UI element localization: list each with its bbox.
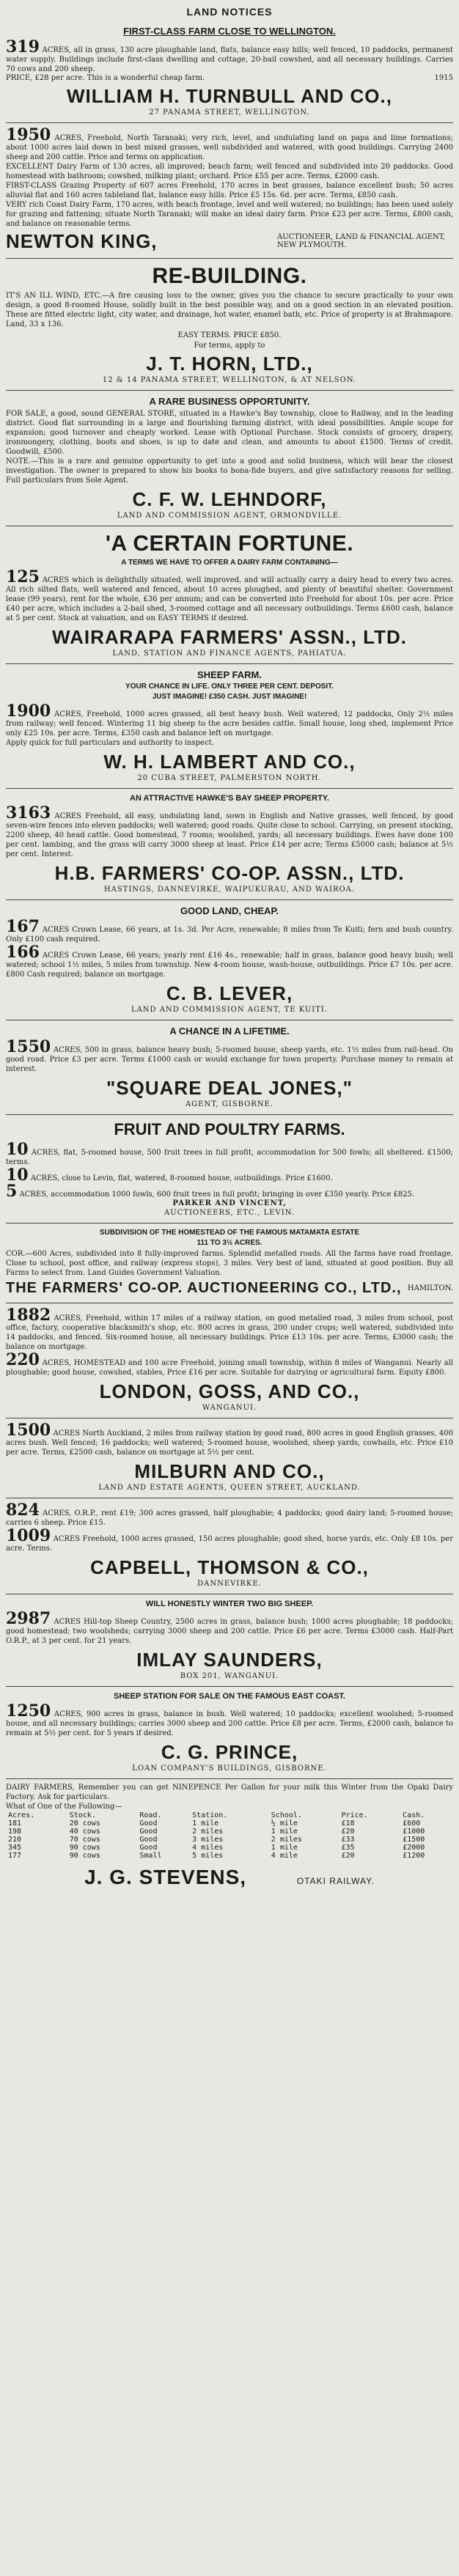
ad-subtitle: 111 TO 3½ ACRES. xyxy=(197,1239,262,1247)
ad-text-2: ACRES, close to Levin, flat, watered, 8-roomed house, outbuildings. Price £1600. xyxy=(30,1174,333,1182)
table-cell: 70 cows xyxy=(69,1836,100,1844)
table-cell: 1 mile xyxy=(192,1819,219,1828)
ad-body xyxy=(6,1611,453,1646)
col-header: Cash. xyxy=(403,1811,425,1819)
advertiser-name: CAPBELL, THOMSON & CO., xyxy=(90,1556,369,1578)
advertiser-name: C. F. W. LEHNDORF, xyxy=(132,488,327,510)
ad-body xyxy=(6,919,453,944)
advertiser-row xyxy=(6,229,453,254)
ad-body xyxy=(6,127,453,162)
dairy-advertiser xyxy=(6,1866,453,1889)
advertiser-address: BOX 201, WANGANUI. xyxy=(180,1672,279,1680)
ad-text: ACRES, O.R.P., rent £19; 300 acres grassed, half ploughable; 4 paddocks; good dairy land; 5-roomed house; carries 6 sheep. Price £15. xyxy=(6,1509,453,1527)
col-header: Acres. xyxy=(8,1811,35,1819)
dairy-what: What of One of the Following— xyxy=(6,1803,122,1811)
ad-title: RE-BUILDING. xyxy=(152,264,307,288)
table-cell: 4 miles xyxy=(192,1844,224,1852)
ad-text: ACRES, all in grass, 130 acre ploughable land, flats, balance easy hills; well fenced, 10 paddocks, permanent water supply. Buildings include first-class dwelling and cottage, 20-bail cowshed, and all necessary buildings. Carries 70 cows and 200 sheep. xyxy=(6,46,453,73)
ad-title: SHEEP STATION FOR SALE ON THE FAMOUS EAST COAST. xyxy=(114,1692,345,1701)
newspaper-page xyxy=(6,0,453,2576)
table-cell: 90 cows xyxy=(69,1852,100,1860)
ad-text: ACRES Freehold, all easy, undulating land, sown in English and Native grasses, well fenced, by good seven-wire fences into eleven paddocks; well watered; good roads. Quite close to school. Carrying, on present stocking, 2200 sheep, 40 head cattle. Good homestead, 7 rooms; woolshed, yards; all necessary buildings. Ewes have done 100 per cent. lambing, and the grass will carry 3000 sheep at least. Price £14 per acre; Terms £5000 cash; balance at 5½ per cent. Interest. xyxy=(6,812,453,858)
advertiser-address: AGENT, GISBORNE. xyxy=(185,1100,274,1108)
dairy-table-header xyxy=(6,1811,453,1819)
acreage: 1500 xyxy=(6,1421,51,1440)
price: EASY TERMS. PRICE £850. xyxy=(177,331,282,339)
table-cell: Good xyxy=(139,1819,158,1828)
dairy-table xyxy=(6,1811,453,1860)
ad-body xyxy=(6,39,453,74)
table-cell: 5 miles xyxy=(192,1852,224,1860)
table-cell: 3 miles xyxy=(192,1836,224,1844)
advertiser-name: MILBURN AND CO., xyxy=(134,1460,325,1482)
ad-body-3 xyxy=(6,1183,453,1199)
advertiser-name: NEWTON KING, xyxy=(6,230,158,252)
ad-london-goss xyxy=(6,1303,453,1418)
acreage: 319 xyxy=(6,37,40,56)
ad-turnbull xyxy=(6,21,453,123)
ad-title: GOOD LAND, CHEAP. xyxy=(180,905,279,916)
ad-imlay-saunders xyxy=(6,1594,453,1687)
acreage-2: 10 xyxy=(6,1166,29,1185)
ad-text: ACRES North Auckland, 2 miles from railway station by good road, 800 acres in good English grasses, 400 acres bush. Well fenced; 16 paddocks; well watered; 5-roomed house, woolshed, sheep yards, cowbails, etc. Price £10 per acre. Terms, £2500 cash, balance on mortgage at 5½ per cent. xyxy=(6,1429,453,1457)
advertiser-address: 20 CUBA STREET, PALMERSTON NORTH. xyxy=(137,774,322,782)
ad-lehndorf xyxy=(6,391,453,526)
ad-farmers-coop-hamilton xyxy=(6,1223,453,1303)
acreage: 1550 xyxy=(6,1037,51,1056)
advertiser-name: C. B. LEVER, xyxy=(166,982,293,1004)
ad-body xyxy=(6,1422,453,1457)
table-cell: 177 xyxy=(8,1852,22,1860)
ad-text-2: ACRES, HOMESTEAD and 100 acre Freehold, joining small township, within 8 miles of Wanganui. Nearly all ploughable; good house, cowshed, stables, Price £16 per acre. Suitable for dairying or agricultural farm. Equity £800. xyxy=(6,1359,453,1377)
ad-text: ACRES, Freehold, 1000 acres grassed, all best heavy bush. Well watered; 12 paddocks, Only 2½ miles from railway; well fenced. Wintering 11 big sheep to the acre besides cattle. Small house, long shed, implement Price only £25 10s. per acre. Terms, £350 cash and balance left on mortgage. xyxy=(6,710,453,737)
col-header: School. xyxy=(271,1811,302,1819)
advertiser-name: IMLAY SAUNDERS, xyxy=(136,1649,323,1671)
price: PRICE, £28 per acre. This is a wonderful cheap farm. xyxy=(6,74,205,82)
table-cell: 2 miles xyxy=(192,1828,224,1836)
acreage-2: 220 xyxy=(6,1350,40,1369)
table-row xyxy=(6,1819,453,1828)
table-cell: ½ mile xyxy=(271,1819,298,1828)
table-cell: £35 xyxy=(341,1844,355,1852)
ad-horn xyxy=(6,259,453,391)
table-cell: £18 xyxy=(341,1819,355,1828)
ad-lever xyxy=(6,900,453,1020)
ad-subtitle: YOUR CHANCE IN LIFE. ONLY THREE PER CENT. DEPOSIT. xyxy=(125,682,334,691)
ad-text-2: ACRES Crown Lease, 66 years; yearly rent £16 4s., renewable; half in grass, balance good heavy bush; well watered; school 1½ miles, 5 miles from township. New 4-room house, wash-house, outbuildings. Price £7 10s. per acre. £800 Cash required; balance on mortgage. xyxy=(6,952,453,979)
acreage: 3163 xyxy=(6,803,51,823)
ad-square-deal xyxy=(6,1020,453,1115)
advertiser-name: J. G. STEVENS, xyxy=(84,1866,247,1888)
advertiser-address: LAND AND COMMISSION AGENT, TE KUITI. xyxy=(131,1006,328,1014)
acreage: 2987 xyxy=(6,1609,51,1628)
col-header: Station. xyxy=(192,1811,228,1819)
advertiser-name: W. H. LAMBERT AND CO., xyxy=(103,751,356,773)
ad-title: SHEEP FARM. xyxy=(197,669,262,680)
advertiser-address: AUCTIONEER, LAND & FINANCIAL AGENT, NEW PLYMOUTH. xyxy=(277,233,446,249)
ad-text-4: VERY rich Coast Dairy Farm, 170 acres, with beach frontage, level and well watered; no buildings; has been used solely for grazing and fattening; situate North Taranaki; will make an ideal dairy farm. Price £23 per acre. Terms, £800 cash, and balance on reasonable terms. xyxy=(6,201,453,228)
table-cell: 198 xyxy=(8,1828,22,1836)
table-cell: £2000 xyxy=(403,1844,425,1852)
ad-body xyxy=(6,805,453,859)
advertiser-name: WILLIAM H. TURNBULL AND CO., xyxy=(67,85,392,107)
table-cell: Small xyxy=(139,1852,162,1860)
ad-capbell-thomson xyxy=(6,1498,453,1594)
table-row xyxy=(6,1844,453,1852)
ad-body-2 xyxy=(6,944,453,979)
advertiser-name: "SQUARE DEAL JONES," xyxy=(106,1077,353,1099)
acreage: 1250 xyxy=(6,1701,51,1721)
ad-text-3: ACRES, accommodation 1000 fowls, 600 fruit trees in full profit; bringing in over £350 yearly. Price £825. xyxy=(19,1191,415,1199)
table-cell: 345 xyxy=(8,1844,22,1852)
col-header: Price. xyxy=(341,1811,368,1819)
advertiser-address: LAND, STATION AND FINANCE AGENTS, PAHIATUA. xyxy=(112,649,347,658)
advertiser-address: LOAN COMPANY'S BUILDINGS, GISBORNE. xyxy=(132,1764,327,1773)
advertiser-name: C. G. PRINCE, xyxy=(161,1741,298,1763)
advertiser-address: LAND AND ESTATE AGENTS, QUEEN STREET, AUCKLAND. xyxy=(98,1484,361,1492)
ad-wairarapa xyxy=(6,526,453,664)
advertiser-name: PARKER AND VINCENT, xyxy=(172,1199,287,1207)
acreage-2: 1009 xyxy=(6,1526,51,1545)
ad-title: WILL HONESTLY WINTER TWO BIG SHEEP. xyxy=(145,1600,314,1608)
advertiser-address: LAND AND COMMISSION AGENT, ORMONDVILLE. xyxy=(117,512,342,520)
table-row xyxy=(6,1828,453,1836)
ad-text: IT'S AN ILL WIND, ETC.—A fire causing loss to the owner, gives you the chance to secure practically to your own design, a good 8-roomed House, solidly built in the best possible way, and on a good section in an elevated position. These are fitted electric light, city water, and drainage, hot water, enamel bath, etc. Price of property is at Brahmapore. Land, 33 x 136. xyxy=(6,292,453,328)
advertiser-name: H.B. FARMERS' CO-OP. ASSN., LTD. xyxy=(54,862,405,884)
table-cell: 181 xyxy=(8,1819,22,1828)
col-header: Road. xyxy=(139,1811,162,1819)
advertiser-name: WAIRARAPA FARMERS' ASSN., LTD. xyxy=(52,626,407,648)
acreage: 10 xyxy=(6,1140,29,1159)
ad-text-3: FIRST-CLASS Grazing Property of 607 acres Freehold, 170 acres in best grasses, balance excellent bush; 50 acres alluvial flat and 160 acres tableland flat, balance easy hills. Price £5 15s. 6d. per acre. Terms, £850 cash. xyxy=(6,182,453,199)
ad-text-2: EXCELLENT Dairy Farm of 130 acres, all improved; beach farm; well fenced and subdivided into 20 paddocks. Good homestead with bathroom; cowshed, milking plant; orchard. Price £55 per acre. Terms, £2000 cash. xyxy=(6,163,453,180)
ad-hb-farmers xyxy=(6,789,453,900)
ad-stevens-dairy xyxy=(6,1779,453,1894)
acreage: 1882 xyxy=(6,1306,51,1325)
table-cell: £20 xyxy=(341,1828,355,1836)
ad-subtitle: A TERMS WE HAVE TO OFFER A DAIRY FARM CONTAINING— xyxy=(121,559,338,567)
ad-text: ACRES which is delightfully situated, well improved, and will actually carry a dairy head to every two acres. All rich silted flats, well watered and fenced, about 10 acres ploughed, and plenty of beautiful shelter. Government lease (99 years), rent for the whole, £36 per annum; and can be converted into Freehold for about 10s. per acre. Price £40 per acre, which includes a 2-bail shed, 3-roomed cottage and all necessary outbuildings. Terms £600 cash, balance at 5 per cent. Stock at valuation, and on EASY TERMS if desired. xyxy=(6,576,453,622)
ad-prince xyxy=(6,1687,453,1779)
ad-body xyxy=(6,1703,453,1738)
advertiser-name: THE FARMERS' CO-OP. AUCTIONEERING CO., LTD., xyxy=(6,1280,402,1296)
table-cell: 40 cows xyxy=(69,1828,100,1836)
ad-body xyxy=(6,1141,453,1167)
ad-body-2 xyxy=(6,1167,453,1183)
advertiser-address: HASTINGS, DANNEVIRKE, WAIPUKURAU, AND WAIROA. xyxy=(103,886,356,894)
table-cell: 2 miles xyxy=(271,1836,302,1844)
acreage: 167 xyxy=(6,917,40,936)
ad-title: A RARE BUSINESS OPPORTUNITY. xyxy=(149,396,310,407)
ad-title: FIRST-CLASS FARM CLOSE TO WELLINGTON. xyxy=(123,26,336,37)
table-cell: 4 mile xyxy=(271,1852,298,1860)
table-cell: £600 xyxy=(403,1819,421,1828)
table-cell: £1000 xyxy=(403,1828,425,1836)
ad-body xyxy=(6,1307,453,1352)
page-header: LAND NOTICES xyxy=(186,6,273,18)
ad-text: ACRES, 500 in grass, balance heavy bush; 5-roomed house, sheep yards, etc. 1½ miles from rail-head. On good road. Price £3 per acre. Terms £1000 cash or would exchange for town property. Purchase money to remain at interest. xyxy=(6,1046,453,1073)
ad-text: ACRES Hill-top Sheep Country, 2500 acres in grass, balance bush; 1000 acres ploughable; 18 paddocks; good homestead; two woolsheds; carrying 3000 sheep and 200 cattle. Price £6 per acre. Terms £3000 cash. Half-Part O.R.P., at 3 per cent. for 21 years. xyxy=(6,1618,453,1645)
advertiser-address: HAMILTON. xyxy=(407,1284,453,1292)
ad-milburn xyxy=(6,1418,453,1498)
table-cell: £20 xyxy=(341,1852,355,1860)
price-row xyxy=(6,74,453,82)
table-cell: £1500 xyxy=(403,1836,425,1844)
advertiser-row xyxy=(6,1278,453,1298)
table-row xyxy=(6,1836,453,1844)
ad-text: ACRES, Freehold, within 17 miles of a railway station, on good metalled road, 3 miles from school, post office, factory, cooperative blacksmith's shop, etc. 800 acres in grass, 200 under crops; well watered, subdivided into 14 paddocks, and fenced. Six-roomed house, all necessary buildings. Price £13 10s. per acre. Terms, £3000 cash; the balance on mortgage. xyxy=(6,1314,453,1351)
table-cell: 1 mile xyxy=(271,1844,298,1852)
advertiser-location: OTAKI RAILWAY. xyxy=(296,1876,375,1886)
ad-title: AN ATTRACTIVE HAWKE'S BAY SHEEP PROPERTY. xyxy=(130,794,329,803)
acreage-3: 5 xyxy=(6,1182,18,1201)
advertiser-address: 12 & 14 PANAMA STREET, WELLINGTON, & AT NELSON. xyxy=(102,376,357,384)
ad-newton-king xyxy=(6,123,453,259)
ad-body-2 xyxy=(6,1352,453,1377)
dairy-intro: DAIRY FARMERS, Remember you can get NINEPENCE Per Gallon for your milk this Winter from the Opaki Dairy Factory. Ask for particulars. xyxy=(6,1784,453,1801)
table-cell: £1200 xyxy=(403,1852,425,1860)
ad-body-2 xyxy=(6,1528,453,1553)
col-header: Stock. xyxy=(69,1811,96,1819)
acreage: 1950 xyxy=(6,125,51,144)
acreage: 824 xyxy=(6,1501,40,1520)
advertiser-name: J. T. HORN, LTD., xyxy=(146,353,313,375)
table-cell: Good xyxy=(139,1836,158,1844)
ad-text-2: NOTE.—This is a rare and genuine opportunity to get into a good and solid business, which will bear the closest investigation. The owner is prepared to show his books to bona-fide buyers, and give satisfactory reasons for selling. Full particulars from Sole Agent. xyxy=(6,457,453,485)
ad-body xyxy=(6,569,453,623)
table-cell: 210 xyxy=(8,1836,22,1844)
table-cell: £33 xyxy=(341,1836,355,1844)
table-cell: Good xyxy=(139,1828,158,1836)
advertiser-address: DANNEVIRKE. xyxy=(197,1580,262,1588)
acreage-2: 166 xyxy=(6,943,40,962)
ad-body xyxy=(6,1502,453,1528)
ad-body xyxy=(6,703,453,738)
ad-title: A CHANCE IN A LIFETIME. xyxy=(169,1026,290,1037)
table-row xyxy=(6,1852,453,1860)
advertiser-address: 27 PANAMA STREET, WELLINGTON. xyxy=(149,108,310,117)
acreage: 1900 xyxy=(6,702,51,721)
ref-number: 1915 xyxy=(434,74,453,82)
ad-parker-vincent xyxy=(6,1115,453,1223)
table-cell: 1 mile xyxy=(271,1828,298,1836)
ad-lambert xyxy=(6,664,453,789)
ad-text: COR.—600 Acres, subdivided into 8 fully-improved farms. Splendid metalled roads. All the farms have road frontage. Close to school, post office, and railway (express stops), 3 miles. Very best of land, situated at good position. Buy all Farms to select from. Land Guides Government Valuation. xyxy=(6,1250,453,1277)
table-cell: 90 cows xyxy=(69,1844,100,1852)
ad-text: FOR SALE, a good, sound GENERAL STORE, situated in a Hawke's Bay township, close to Railway, and in the leading district. Good flat surrounding in a large and flourishing farming district, with ideal possibilities. Ample scope for expansion; good turnover and cheaply worked. Lease with Optional Purchase. Stock consists of grocery, drapery, ironmongery, clothing, boots and shoes, is up to date and clean, and amounts to about £1500. Terms of credit. Goodwill, £500. xyxy=(6,410,453,456)
ad-text: ACRES, flat, 5-roomed house, 500 fruit trees in full profit, accommodation for 500 fowls; all sheltered. £1500; terms. xyxy=(6,1149,453,1166)
ad-title: FRUIT AND POULTRY FARMS. xyxy=(114,1120,345,1138)
table-cell: Good xyxy=(139,1844,158,1852)
ad-text: ACRES Crown Lease, 66 years, at 1s. 3d. Per Acre, renewable; 8 miles from Te Kuiti; fern and bush country. Only £100 cash required. xyxy=(6,926,453,943)
ad-text: ACRES, Freehold, North Taranaki; very rich, level, and undulating land on papa and lime formations; about 1000 acres laid down in best mixed grasses, well subdivided and watered, with good buildings. Carrying 2400 sheep and 200 cattle. Price and terms on application. xyxy=(6,134,453,161)
advertiser-address: WANGANUI. xyxy=(202,1404,257,1412)
ad-text: ACRES, 900 acres in grass, balance in bush. Well watered; 10 paddocks; excellent woolshed; 5-roomed house, and all necessary buildings; carries 3000 sheep and 200 cattle. Price £8 per acre. Terms, £2000 cash, balance to remain at 5½ per cent. for 5 years if desired. xyxy=(6,1710,453,1737)
ad-subtitle-2: JUST IMAGINE! £350 CASH. JUST IMAGINE! xyxy=(152,693,307,701)
acreage: 125 xyxy=(6,567,40,586)
table-cell: 20 cows xyxy=(69,1819,100,1828)
apply-text: For terms, apply to xyxy=(194,342,265,350)
apply-text: Apply quick for full particulars and authority to inspect. xyxy=(6,739,214,747)
advertiser-name: LONDON, GOSS, AND CO., xyxy=(99,1380,360,1402)
ad-text-2: ACRES Freehold, 1000 acres grassed, 150 acres ploughable; good shed, horse yards, etc. Only £8 10s. per acre. Terms. xyxy=(6,1535,453,1553)
ad-title: 'A CERTAIN FORTUNE. xyxy=(105,531,354,556)
ad-title: SUBDIVISION OF THE HOMESTEAD OF THE FAMOUS MATAMATA ESTATE xyxy=(99,1229,360,1237)
ad-body xyxy=(6,1039,453,1074)
advertiser-address: AUCTIONEERS, ETC., LEVIN. xyxy=(164,1209,295,1217)
